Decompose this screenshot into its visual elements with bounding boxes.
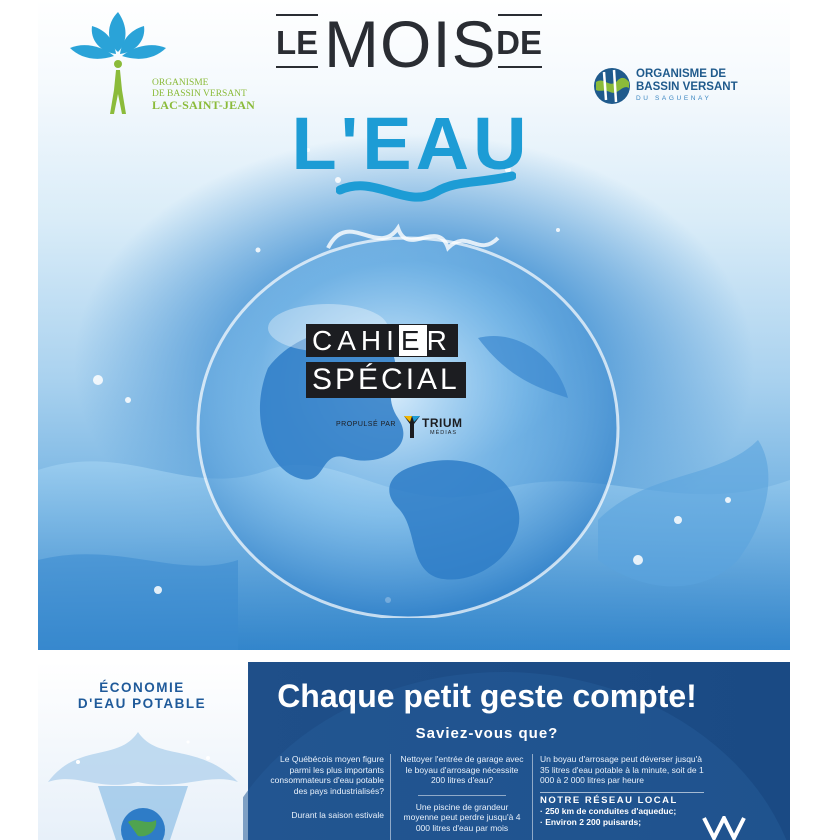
fact-5: Un boyau d'arrosage peut déverser jusqu'à 35 litres d'eau potable à la minute, soit de 1 000 à 2 000 litres par heure: [540, 754, 704, 785]
logo-right-text: [636, 68, 786, 106]
local-network-title: NOTRE RÉSEAU LOCAL: [540, 792, 704, 807]
water-saving-ad: [38, 662, 790, 840]
ad-left-title-line2: D'EAU POTABLE: [77, 696, 207, 711]
leaf-person-icon: [66, 8, 166, 118]
powered-by-label: PROPULSÉ PAR: [336, 421, 396, 428]
local-network-item-1: · 250 km de conduites d'aqueduc;: [540, 806, 677, 816]
logo-left-line1: ORGANISME: [152, 78, 209, 88]
title-le: LE: [276, 24, 319, 61]
fact-column-3: [540, 754, 704, 827]
faucet-splash-globe-illustration: [38, 722, 248, 840]
logo-right-line1: ORGANISME DE: [636, 68, 727, 80]
column-divider-1: [390, 754, 391, 840]
local-network-item-2: · Environ 2 200 puisards;: [540, 816, 642, 827]
logo-right-line2: BASSIN VERSANT: [636, 80, 738, 93]
cahier-highlight-letter: E: [400, 325, 425, 356]
title-rule-left-top: [276, 14, 318, 16]
obv-lac-saint-jean-logo: [66, 8, 266, 118]
special-label: SPÉCIAL: [306, 362, 466, 398]
title-block: [276, 4, 542, 88]
trium-medias-logo: [404, 414, 484, 440]
title-rule-left-bottom: [276, 66, 318, 68]
fact-2: Durant la saison estivale: [291, 810, 384, 820]
ad-subheadline: Saviez-vous que?: [415, 725, 559, 742]
ad-left-title: [38, 680, 246, 712]
logo-right-line3: DU SAGUENAY: [636, 95, 712, 102]
title-rule-right-bottom: [498, 66, 542, 68]
title-eau: L'EAU: [291, 102, 531, 185]
ad-headline: Chaque petit geste compte!: [277, 678, 697, 714]
ad-left-panel: [38, 662, 248, 840]
title-mois: MOIS: [324, 7, 497, 81]
fact-4: Une piscine de grandeur moyenne peut perdre jusqu'à 4 000 litres d'eau par mois: [403, 801, 521, 833]
obv-saguenay-logo: [592, 66, 782, 116]
title-wave-underline: [336, 170, 516, 210]
globe-logo-icon: [592, 66, 632, 106]
trium-mark-icon: [404, 416, 420, 438]
city-logo-icon: [702, 816, 746, 840]
fact-column-2: [398, 754, 526, 840]
fact-separator: [418, 795, 506, 796]
title-de: DE: [496, 24, 542, 61]
cover-page: [38, 0, 790, 650]
cahier-text-end: R: [426, 325, 452, 356]
logo-left-line3: LAC-SAINT-JEAN: [152, 98, 256, 112]
fact-column-1: [260, 754, 384, 830]
ad-left-title-line1: ÉCONOMIE: [99, 680, 185, 695]
logo-left-text: [152, 78, 282, 111]
fact-3: Nettoyer l'entrée de garage avec le boyau d'arrosage nécessite 200 litres d'eau?: [400, 754, 524, 785]
fact-1: Le Québécois moyen figure parmi les plus importants consommateurs d'eau potable des pays industrialisés?: [270, 754, 384, 796]
column-divider-2: [532, 754, 533, 840]
trium-sub: MÉDIAS: [430, 430, 458, 436]
title-rule-right-top: [498, 14, 542, 16]
cahier-text-start: CAHI: [312, 325, 399, 356]
trium-name: TRIUM: [422, 416, 463, 430]
cahier-label: [306, 324, 458, 357]
logo-left-line2: DE BASSIN VERSANT: [152, 89, 247, 99]
